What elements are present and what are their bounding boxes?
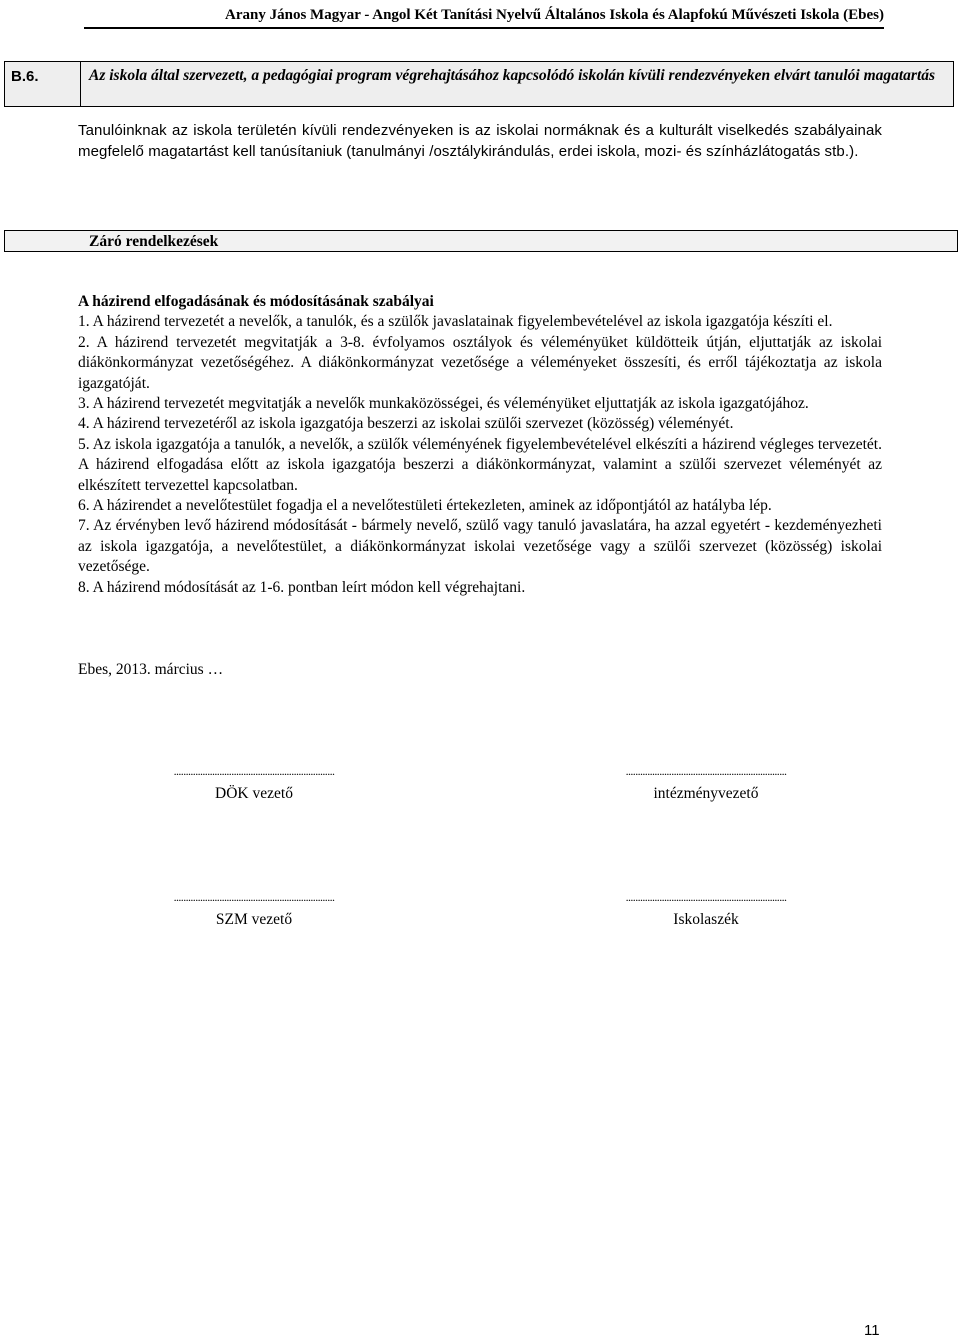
signature-role-school-chair: Iskolaszék xyxy=(673,911,739,928)
rule-2: 2. A házirend tervezetét megvitatják a 3-8. évfolyamos osztályok és véleményüket küldötteik útján, eljuttatják az iskolai diákönkormányzat vezetőségéhez. A diákönkormányzat vezetősége a véleményeket összesíti, és erről tájékoztatja az iskola igazgatóját. xyxy=(78,333,882,392)
signature-role-szm: SZM vezető xyxy=(215,911,293,928)
rule-6: 6. A házirendet a nevelőtestület fogadja el a nevelőtestületi értekezleten, aminek az időpontjától az hatályba lép. xyxy=(78,497,772,515)
section-divider xyxy=(80,62,81,106)
page-number: 11 xyxy=(864,1322,880,1339)
signature-line: ................................................................... xyxy=(625,764,787,778)
running-header: Arany János Magyar - Angol Két Tanítási Nyelvű Általános Iskola és Alapfokú Művészeti Iskola (Ebes) xyxy=(84,7,884,29)
signature-line: ................................................................... xyxy=(625,890,787,904)
closing-content xyxy=(78,292,882,598)
signature-institution-head xyxy=(556,764,856,804)
closing-title: Záró rendelkezések xyxy=(89,233,219,250)
signature-school-chair xyxy=(556,890,856,930)
intro-paragraph: Tanulóinknak az iskola területén kívüli rendezvényeken is az iskolai normáknak és a kulturált viselkedés szabályainak megfelelő magatartást kell tanúsítaniuk (tanulmányi /osztálykirándulás, erdei iskola, mozi- és színházlátogatás stb.). xyxy=(78,122,882,160)
signature-dok xyxy=(113,764,395,804)
signature-szm xyxy=(113,890,395,930)
section-heading-box xyxy=(4,61,954,107)
rule-5: 5. Az iskola igazgatója a tanulók, a nevelők, a szülők véleményének figyelembevételével elkészíti a házirend végleges tervezetét. A házirend elfogadása előtt az iskola igazgatója beszerzi a diákönkormányzat, valamint a szülői szervezet véleményét az elkészített tervezettel kapcsolatban. xyxy=(78,435,882,494)
signature-line: ................................................................... xyxy=(173,764,335,778)
signature-line: ................................................................... xyxy=(173,890,335,904)
signature-role-institution-head: intézményvezető xyxy=(653,785,759,802)
closing-heading-box xyxy=(4,230,958,252)
rule-4: 4. A házirend tervezetéről az iskola igazgatója beszerzi az iskolai szülői szervezet (közösség) véleményét. xyxy=(78,415,734,433)
rule-8: 8. A házirend módosítását az 1-6. pontban leírt módon kell végrehajtani. xyxy=(78,578,526,596)
signature-role-dok: DÖK vezető xyxy=(215,785,293,802)
section-number: B.6. xyxy=(11,68,39,85)
section-title: Az iskola által szervezett, a pedagógiai program végrehajtásához kapcsolódó iskolán kívüli rendezvényeken elvárt tanulói magatartás xyxy=(89,67,936,84)
closing-subtitle: A házirend elfogadásának és módosításának szabályai xyxy=(78,293,434,310)
rule-7: 7. Az érvényben levő házirend módosítását - bármely nevelő, szülő vagy tanuló javaslatára, ha azzal egyetért - kezdeményezheti az iskola igazgatója, a nevelőtestület, a diákönkormányzat iskolai vezetősége vagy a szülői szervezet (közösség) iskolai vezetősége. xyxy=(78,517,882,576)
place-date: Ebes, 2013. március … xyxy=(78,661,224,678)
rule-1: 1. A házirend tervezetét a nevelők, a tanulók, és a szülők javaslatainak figyelembevételével az iskola igazgatója készíti el. xyxy=(78,313,833,331)
rule-3: 3. A házirend tervezetét megvitatják a nevelők munkaközösségei, és véleményüket eljuttatják az iskola igazgatójához. xyxy=(78,395,809,413)
